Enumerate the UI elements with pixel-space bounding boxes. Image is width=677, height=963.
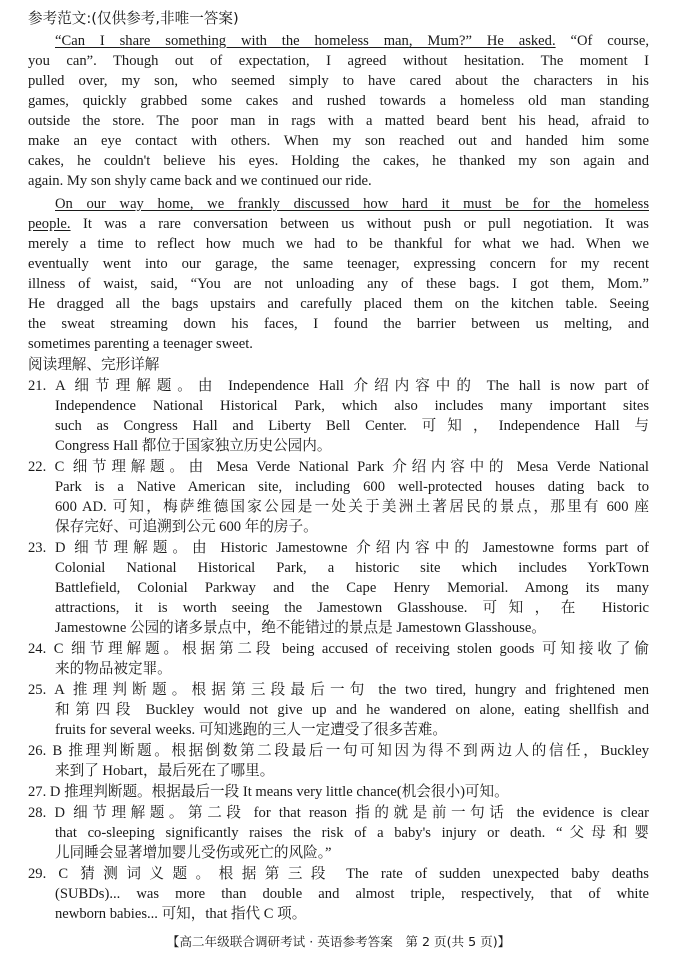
essay-line: you can”. Though out of expectation, I agreed without hesitation. The moment I xyxy=(28,53,649,69)
answer-line: Congress Hall 都位于国家独立历史公园内。 xyxy=(55,438,332,454)
answer-line: fruits for several weeks. 可知逃跑的三人一定遭受了很多苦难。 xyxy=(55,722,447,738)
answer-21: 21. A 细节理解题。由 Independence Hall 介绍内容中的 The hall is now part of xyxy=(28,378,649,394)
essay-line xyxy=(55,31,649,51)
page-footer: 【高二年级联合调研考试 · 英语参考答案 第 2 页(共 5 页)】 xyxy=(166,934,511,949)
essay-underlined-sentence: On our way home, we frankly discussed how hard it must be for the homeless xyxy=(55,196,649,212)
essay-underlined-sentence: people. xyxy=(28,216,71,232)
essay-line: the sweat streaming down his faces, I found the barrier between us melting, and xyxy=(28,316,649,332)
answer-line: 保存完好、可追溯到公元 600 年的房子。 xyxy=(55,519,318,535)
essay-line xyxy=(28,214,649,234)
essay-line: outside the store. The poor man in rags with a matted beard bent his head, afraid to xyxy=(28,113,649,129)
essay-line: cakes, he couldn't believe his eyes. Holding the cakes, he thanked my son again and xyxy=(28,153,649,169)
answer-line: Jamestowne 公园的诸多景点中，绝不能错过的景点是 Jamestown Glasshouse。 xyxy=(55,620,546,636)
essay-line: He dragged all the bags upstairs and carefully placed them on the kitchen table. Seeing xyxy=(28,296,649,312)
essay-line: make an eye contact with others. When my son reached out and handed him some xyxy=(28,133,649,149)
answer-line: Battlefield, Colonial Parkway and the Cape Henry Memorial. Among its many xyxy=(55,580,649,596)
answer-24: 24. C 细节理解题。根据第二段 being accused of receiving stolen goods 可知接收了偷 xyxy=(28,641,649,657)
answer-line: (SUBDs)... was more than double and almost triple, respectively, that of white xyxy=(55,886,649,902)
answer-line: newborn babies... 可知，that 指代 C 项。 xyxy=(55,906,307,922)
answer-25: 25. A 推理判断题。根据第三段最后一句 the two tired, hungry and frightened men xyxy=(28,682,649,698)
answer-line: 来到了 Hobart，最后死在了哪里。 xyxy=(55,763,275,779)
answer-line: 和第四段 Buckley would not give up and he wandered on alone, eating shellfish and xyxy=(55,702,649,718)
answer-line: 儿同睡会显著增加婴儿受伤或死亡的风险。” xyxy=(55,845,332,861)
answer-27: 27. D 推理判断题。根据最后一段 It means very little chance(机会很小)可知。 xyxy=(28,784,509,800)
answer-line: 来的物品被定罪。 xyxy=(55,661,172,677)
answer-26: 26. B 推理判断题。根据倒数第二段最后一句可知因为得不到两边人的信任，Buckley xyxy=(28,743,649,759)
essay-line: games, quickly grabbed some cakes and rushed towards a homeless old man standing xyxy=(28,93,649,109)
answer-line: such as Congress Hall and Liberty Bell Center. 可知，Independence Hall 与 xyxy=(55,418,649,434)
answer-22: 22. C 细节理解题。由 Mesa Verde National Park 介绍内容中的 Mesa Verde National xyxy=(28,459,649,475)
answer-23: 23. D 细节理解题。由 Historic Jamestowne 介绍内容中的 Jamestowne forms part of xyxy=(28,540,649,556)
essay-line: merely a time to reflect how much we had to be thankful for what we had. When we xyxy=(28,236,649,252)
essay-line xyxy=(55,194,649,214)
answer-28: 28. D 细节理解题。第二段 for that reason 指的就是前一句话 the evidence is clear xyxy=(28,805,649,821)
answer-line: Colonial National Historical Park, a historic site which includes YorkTown xyxy=(55,560,649,576)
answer-29: 29. C 猜测词义题。根据第三段 The rate of sudden unexpected baby deaths xyxy=(28,866,649,882)
answer-line: attractions, it is worth seeing the Jamestown Glasshouse. 可知，在 Historic xyxy=(55,600,649,616)
essay-line: eventually went into our garage, the same teenager, expressing concern for my recent xyxy=(28,256,649,272)
essay-line: pulled over, my son, who seemed simply to have cared about the characters in his xyxy=(28,73,649,89)
essay-text: It was a rare conversation between us without push or pull negotiation. It was xyxy=(70,216,649,232)
answer-line: 600 AD. 可知，梅萨维德国家公园是一处关于美洲土著居民的景点，那里有 600 座 xyxy=(55,499,649,515)
essay-underlined-sentence: “Can I share something with the homeless man, Mum?” He asked. xyxy=(55,33,556,49)
essay-text: “Of course, xyxy=(555,33,649,49)
essay-line: sometimes parenting a teenager sweet. xyxy=(28,336,253,352)
reference-heading: 参考范文:(仅供参考,非唯一答案) xyxy=(28,10,239,27)
essay-line: illness of waist, said, “You are not unloading any of these bags. I got them, Mom.” xyxy=(28,276,649,292)
answer-line: Park is a Native American site, including 600 well-protected houses dating back to xyxy=(55,479,649,495)
essay-line: again. My son shyly came back and we continued our ride. xyxy=(28,173,372,189)
answer-line: Independence National Historical Park, which also includes many important sites xyxy=(55,398,649,414)
section-heading: 阅读理解、完形详解 xyxy=(28,356,160,373)
answer-line: that co-sleeping significantly raises the risk of a baby's injury or death. “父母和婴 xyxy=(55,825,649,841)
